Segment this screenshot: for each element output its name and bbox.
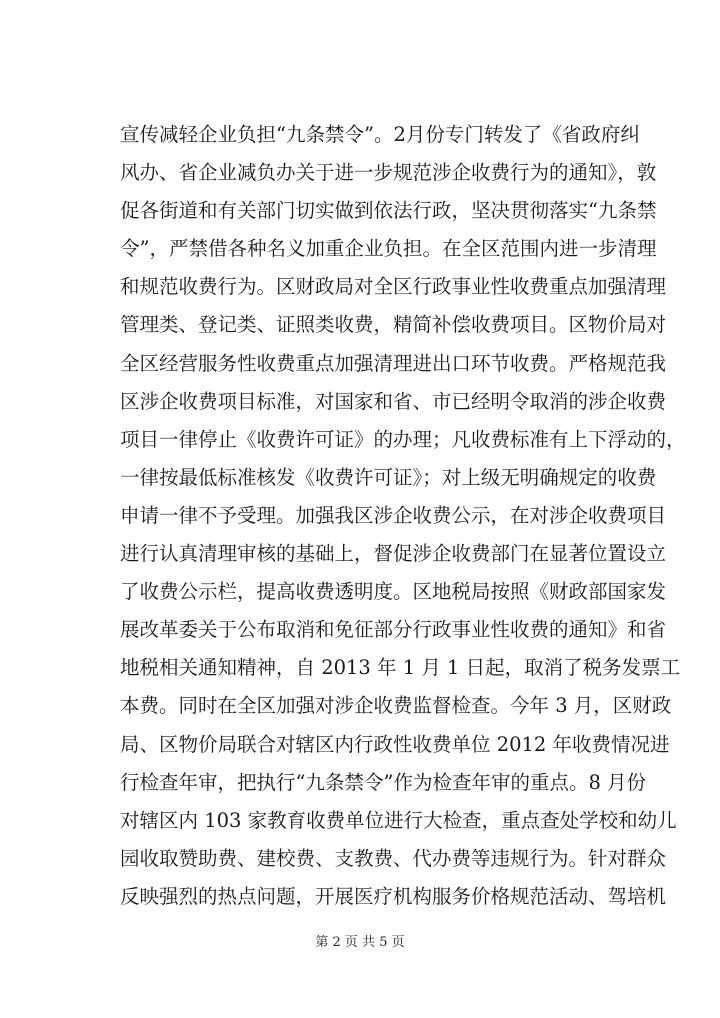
text-line: 园收取赞助费、建校费、支教费、代办费等违规行为。针对群众: [120, 846, 667, 870]
page-number-footer: 第 2 页 共 5 页: [315, 935, 405, 950]
text-line: 反映强烈的热点问题，开展医疗机构服务价格规范活动、驾培机: [120, 884, 667, 908]
text-line: 进行认真清理审核的基础上，督促涉企收费部门在显著位置设立: [120, 542, 667, 566]
text-line: 令”，严禁借各种名义加重企业负担。在全区范围内进一步清理: [120, 237, 657, 261]
text-line: 全区经营服务性收费重点加强清理进出口环节收费。严格规范我: [120, 351, 667, 375]
text-line: 对辖区内 103 家教育收费单位进行大检查，重点查处学校和幼儿: [120, 808, 677, 832]
text-line: 展改革委关于公布取消和免征部分行政事业性收费的通知》和省: [120, 618, 667, 642]
text-line: 行检查年审，把执行“九条禁令”作为检查年审的重点。8 月份: [120, 770, 647, 794]
text-line: 了收费公示栏，提高收费透明度。区地税局按照《财政部国家发: [120, 580, 667, 604]
text-line: 申请一律不予受理。加强我区涉企收费公示，在对涉企收费项目: [120, 503, 667, 527]
text-line: 宣传减轻企业负担“九条禁令”。2月份专门转发了《省政府纠: [120, 123, 640, 146]
text-line: 和规范收费行为。区财政局对全区行政事业性收费重点加强清理: [120, 275, 667, 299]
text-line: 一律按最低标准核发《收费许可证》；对上级无明确规定的收费: [120, 465, 657, 489]
text-line: 管理类、登记类、证照类收费，精简补偿收费项目。区物价局对: [120, 313, 667, 337]
text-line: 局、区物价局联合对辖区内行政性收费单位 2012 年收费情况进: [120, 732, 670, 756]
text-line: 本费。同时在全区加强对涉企收费监督检查。今年 3 月，区财政: [120, 694, 672, 718]
text-line: 区涉企收费项目标准，对国家和省、市已经明令取消的涉企收费: [120, 389, 667, 413]
text-line: 促各街道和有关部门切实做到依法行政，坚决贯彻落实“九条禁: [120, 199, 657, 223]
text-line: 项目一律停止《收费许可证》的办理；凡收费标准有上下浮动的，: [120, 427, 686, 451]
body-paragraph: [120, 116, 686, 916]
text-line: 地税相关通知精神，自 2013 年 1 月 1 日起，取消了税务发票工: [120, 656, 681, 680]
text-line: 风办、省企业减负办关于进一步规范涉企收费行为的通知》，敦: [120, 161, 657, 185]
